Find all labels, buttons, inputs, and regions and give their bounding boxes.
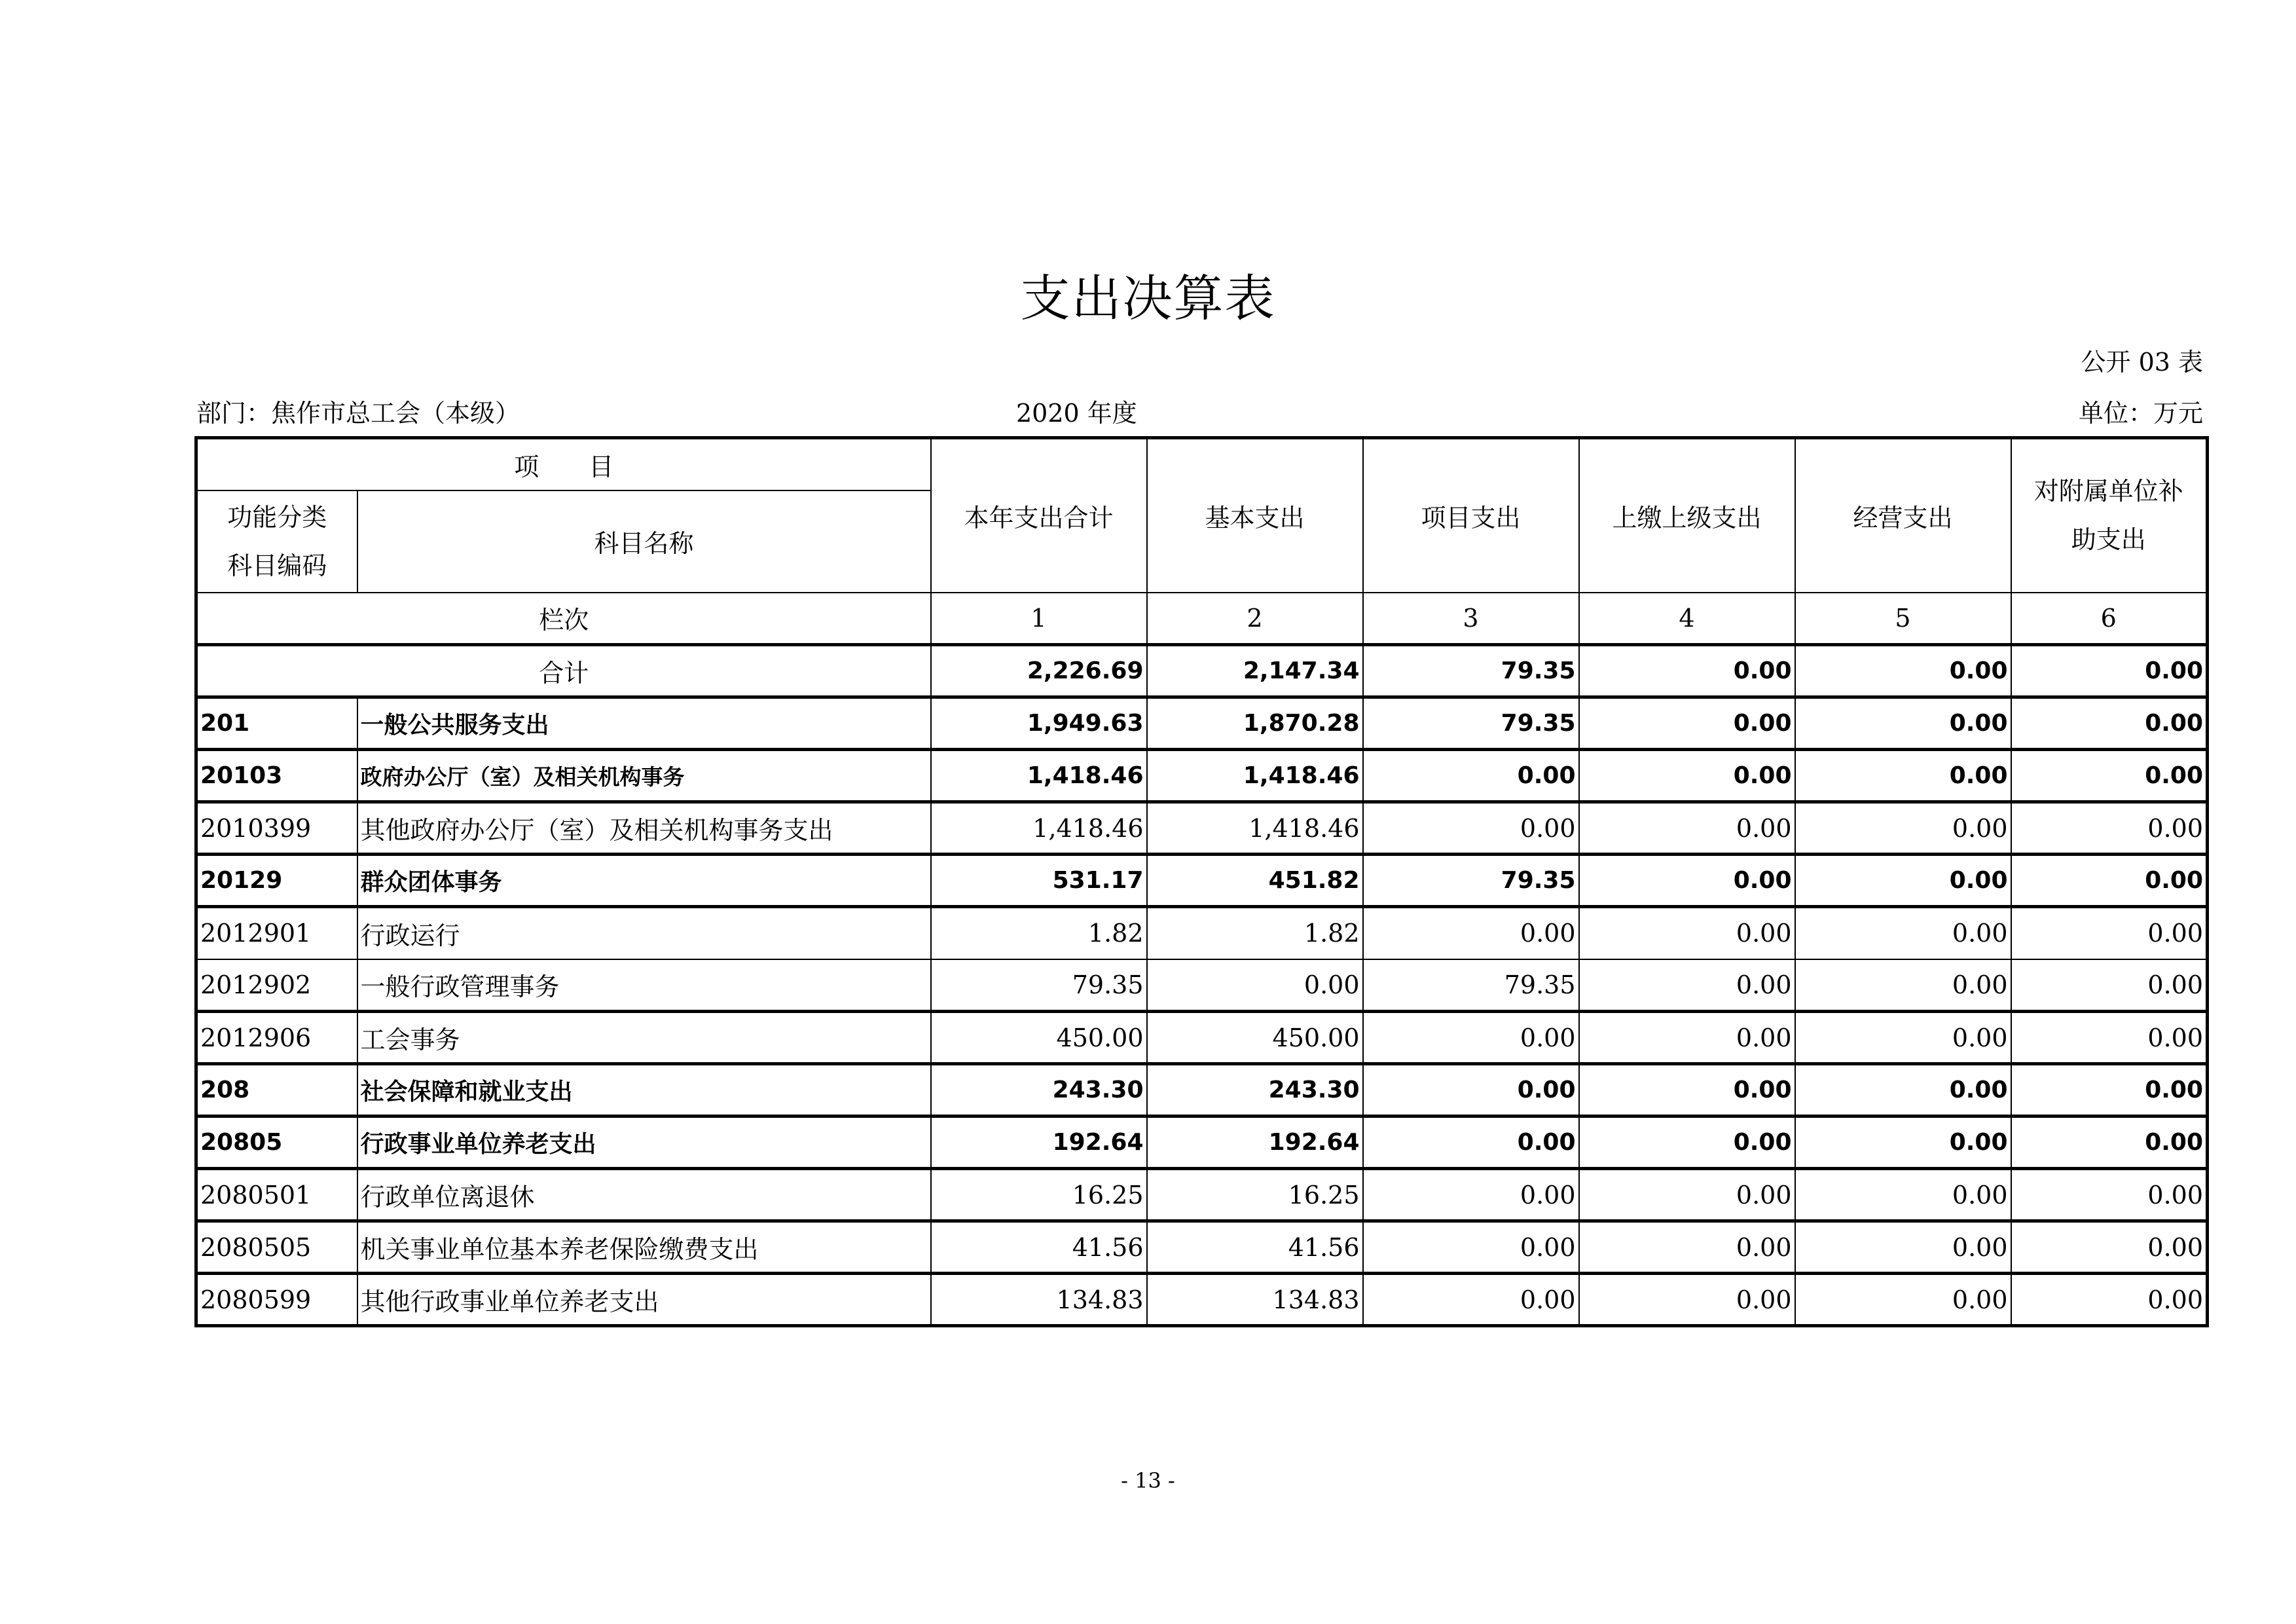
row-cell: 0.00: [1579, 1169, 1795, 1221]
table-row: [196, 802, 2208, 855]
row-cell: 0.00: [1363, 1274, 1579, 1326]
row-name: 群众团体事务: [357, 855, 931, 907]
table-row: [196, 907, 2208, 959]
row-name: 机关事业单位基本养老保险缴费支出: [357, 1221, 931, 1274]
row-cell: 0.00: [2011, 1221, 2208, 1274]
row-cell: 79.35: [1363, 959, 1579, 1012]
table-row: [196, 855, 2208, 907]
total-label: 合计: [196, 645, 931, 697]
row-cell: 1,418.46: [1147, 750, 1363, 802]
row-cell: 0.00: [1363, 1116, 1579, 1169]
row-cell: 0.00: [1795, 1064, 2011, 1116]
row-cell: 450.00: [1147, 1012, 1363, 1064]
table-row: [196, 1274, 2208, 1326]
index-cell: 6: [2011, 593, 2208, 645]
index-cell: 4: [1579, 593, 1795, 645]
row-code: 2080501: [196, 1169, 357, 1221]
header-row-top: [196, 438, 2208, 490]
col3-header: 项目支出: [1363, 438, 1579, 593]
row-name: 一般行政管理事务: [357, 959, 931, 1012]
row-cell: 0.00: [1363, 802, 1579, 855]
index-cell: 3: [1363, 593, 1579, 645]
row-cell: 0.00: [1579, 907, 1795, 959]
row-cell: 0.00: [2011, 697, 2208, 750]
row-cell: 0.00: [1363, 907, 1579, 959]
total-cell: 79.35: [1363, 645, 1579, 697]
row-cell: 0.00: [1795, 855, 2011, 907]
row-name: 工会事务: [357, 1012, 931, 1064]
row-cell: 0.00: [1795, 1274, 2011, 1326]
subject-name-header: 科目名称: [357, 490, 931, 593]
col4-header: 上缴上级支出: [1579, 438, 1795, 593]
row-cell: 0.00: [1795, 907, 2011, 959]
row-cell: 0.00: [1579, 1064, 1795, 1116]
func-code-header: [196, 490, 357, 593]
col6-header: [2011, 438, 2208, 593]
expenditure-table: [194, 436, 2209, 1327]
row-cell: 0.00: [2011, 855, 2208, 907]
row-cell: 192.64: [1147, 1116, 1363, 1169]
row-cell: 0.00: [1795, 802, 2011, 855]
row-cell: 0.00: [1795, 750, 2011, 802]
row-name: 其他行政事业单位养老支出: [357, 1274, 931, 1326]
row-code: 208: [196, 1064, 357, 1116]
row-cell: 79.35: [1363, 697, 1579, 750]
row-cell: 0.00: [1579, 697, 1795, 750]
row-cell: 0.00: [2011, 802, 2208, 855]
table-row: [196, 697, 2208, 750]
row-cell: 0.00: [1579, 1116, 1795, 1169]
row-cell: 0.00: [1363, 1012, 1579, 1064]
row-code: 2012901: [196, 907, 357, 959]
total-row: [196, 645, 2208, 697]
index-cell: 2: [1147, 593, 1363, 645]
row-code: 2080599: [196, 1274, 357, 1326]
row-name: 行政单位离退休: [357, 1169, 931, 1221]
row-name: 社会保障和就业支出: [357, 1064, 931, 1116]
page-title: 支出决算表: [1020, 269, 1276, 327]
table-row: [196, 1012, 2208, 1064]
row-cell: 41.56: [1147, 1221, 1363, 1274]
row-cell: 0.00: [1795, 697, 2011, 750]
row-cell: 531.17: [931, 855, 1147, 907]
page-number: - 13 -: [1121, 1468, 1175, 1493]
total-cell: 0.00: [1579, 645, 1795, 697]
row-cell: 1,870.28: [1147, 697, 1363, 750]
row-cell: 0.00: [2011, 959, 2208, 1012]
row-cell: 0.00: [1579, 1274, 1795, 1326]
row-cell: 0.00: [1795, 1116, 2011, 1169]
row-cell: 79.35: [931, 959, 1147, 1012]
row-cell: 79.35: [1363, 855, 1579, 907]
row-cell: 16.25: [1147, 1169, 1363, 1221]
total-cell: 0.00: [2011, 645, 2208, 697]
row-cell: 0.00: [1579, 1012, 1795, 1064]
row-code: 20103: [196, 750, 357, 802]
index-row: [196, 593, 2208, 645]
row-cell: 450.00: [931, 1012, 1147, 1064]
row-cell: 0.00: [2011, 1274, 2208, 1326]
table-row: [196, 959, 2208, 1012]
row-cell: 0.00: [1363, 750, 1579, 802]
row-cell: 41.56: [931, 1221, 1147, 1274]
row-cell: 134.83: [1147, 1274, 1363, 1326]
row-cell: 0.00: [2011, 1064, 2208, 1116]
row-cell: 0.00: [2011, 1116, 2208, 1169]
row-cell: 0.00: [2011, 750, 2208, 802]
col1-header: 本年支出合计: [931, 438, 1147, 593]
total-cell: 2,226.69: [931, 645, 1147, 697]
row-cell: 0.00: [1363, 1221, 1579, 1274]
index-cell: 5: [1795, 593, 2011, 645]
row-cell: 243.30: [931, 1064, 1147, 1116]
row-cell: 0.00: [1579, 959, 1795, 1012]
col6-header-line1: 对附属单位补: [2033, 477, 2183, 506]
row-code: 2012906: [196, 1012, 357, 1064]
table-row: [196, 1064, 2208, 1116]
row-cell: 1.82: [931, 907, 1147, 959]
table-row: [196, 1169, 2208, 1221]
row-cell: 134.83: [931, 1274, 1147, 1326]
row-cell: 0.00: [1795, 1221, 2011, 1274]
row-cell: 1.82: [1147, 907, 1363, 959]
row-code: 20129: [196, 855, 357, 907]
row-cell: 451.82: [1147, 855, 1363, 907]
func-code-header-line2: 科目编码: [227, 551, 327, 580]
total-cell: 0.00: [1795, 645, 2011, 697]
row-cell: 0.00: [1579, 1221, 1795, 1274]
row-cell: 1,418.46: [1147, 802, 1363, 855]
row-cell: 0.00: [1579, 802, 1795, 855]
row-code: 2080505: [196, 1221, 357, 1274]
row-cell: 0.00: [1363, 1064, 1579, 1116]
item-header: 项 目: [196, 438, 931, 490]
table-row: [196, 750, 2208, 802]
row-name: 行政运行: [357, 907, 931, 959]
row-code: 20805: [196, 1116, 357, 1169]
row-cell: 192.64: [931, 1116, 1147, 1169]
row-cell: 1,418.46: [931, 750, 1147, 802]
row-cell: 1,949.63: [931, 697, 1147, 750]
table-row: [196, 1221, 2208, 1274]
col2-header: 基本支出: [1147, 438, 1363, 593]
table-row: [196, 1116, 2208, 1169]
func-code-header-line1: 功能分类: [227, 502, 327, 532]
row-cell: 0.00: [1579, 855, 1795, 907]
row-code: 2012902: [196, 959, 357, 1012]
row-cell: 0.00: [2011, 1012, 2208, 1064]
row-name: 政府办公厅（室）及相关机构事务: [357, 750, 931, 802]
row-cell: 1,418.46: [931, 802, 1147, 855]
total-cell: 2,147.34: [1147, 645, 1363, 697]
fiscal-year-label: 2020 年度: [1016, 399, 1137, 428]
form-number: 公开 03 表: [2081, 348, 2203, 377]
row-cell: 0.00: [1795, 959, 2011, 1012]
row-name: 一般公共服务支出: [357, 697, 931, 750]
row-cell: 0.00: [1795, 1169, 2011, 1221]
row-cell: 0.00: [1363, 1169, 1579, 1221]
unit-label: 单位：万元: [2078, 399, 2203, 428]
index-cell: 1: [931, 593, 1147, 645]
row-name: 行政事业单位养老支出: [357, 1116, 931, 1169]
row-cell: 0.00: [2011, 907, 2208, 959]
row-code: 2010399: [196, 802, 357, 855]
department-label: 部门：焦作市总工会（本级）: [196, 399, 520, 428]
row-cell: 0.00: [1795, 1012, 2011, 1064]
row-code: 201: [196, 697, 357, 750]
row-cell: 0.00: [1147, 959, 1363, 1012]
row-cell: 0.00: [1579, 750, 1795, 802]
col6-header-line2: 助支出: [2071, 525, 2146, 555]
row-cell: 0.00: [2011, 1169, 2208, 1221]
row-name: 其他政府办公厅（室）及相关机构事务支出: [357, 802, 931, 855]
row-cell: 243.30: [1147, 1064, 1363, 1116]
row-cell: 16.25: [931, 1169, 1147, 1221]
index-label: 栏次: [196, 593, 931, 645]
col5-header: 经营支出: [1795, 438, 2011, 593]
